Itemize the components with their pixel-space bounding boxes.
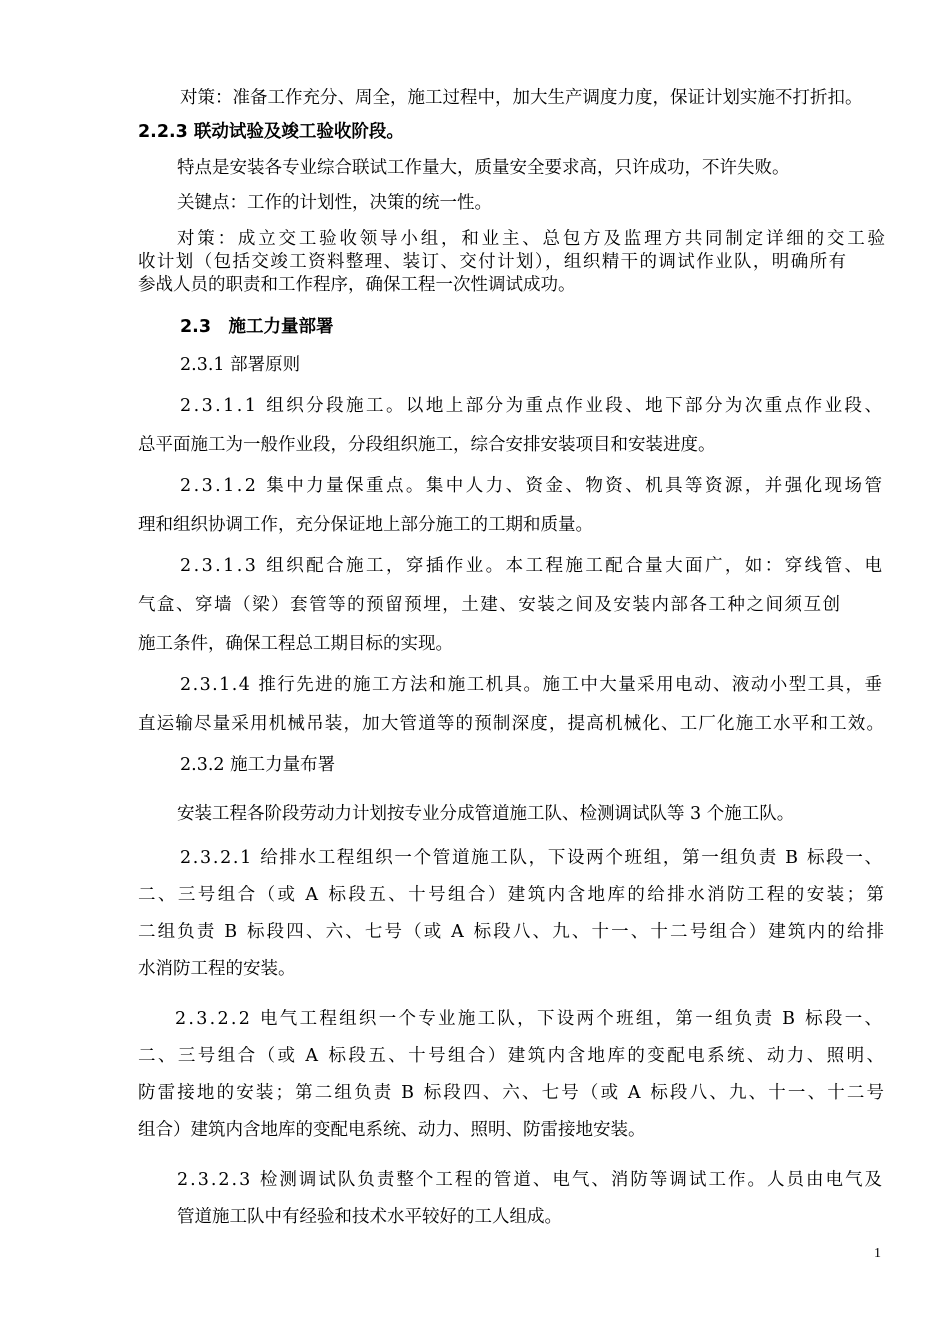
paragraph-p1-line-1: 对策：准备工作充分、周全，施工过程中，加大生产调度力度，保证计划实施不打折扣。: [180, 88, 863, 108]
heading-h23-line-1: 2.3 施工力量部署: [180, 317, 334, 337]
paragraph-p2321-line-2: 二、三号组合（或 A 标段五、十号组合）建筑内含地库的给排水消防工程的安装；第: [138, 885, 887, 905]
paragraph-p2314-line-2: 直运输尽量采用机械吊装，加大管道等的预制深度，提高机械化、工厂化施工水平和工效。: [138, 714, 886, 734]
paragraph-p2321-line-1: 2.3.2.1 给排水工程组织一个管道施工队，下设两个班组，第一组负责 B 标段一、: [180, 848, 884, 868]
paragraph-p2322-line-1: 2.3.2.2 电气工程组织一个专业施工队，下设两个班组，第一组负责 B 标段一、: [175, 1009, 885, 1029]
paragraph-p2-line-1: 特点是安装各专业综合联试工作量大，质量安全要求高，只许成功，不许失败。: [177, 158, 790, 178]
paragraph-p2313-line-3: 施工条件，确保工程总工期目标的实现。: [138, 634, 453, 654]
paragraph-p4-line-3: 参战人员的职责和工作程序，确保工程一次性调试成功。: [138, 275, 576, 295]
paragraph-p2322-line-4: 组合）建筑内含地库的变配电系统、动力、照明、防雷接地安装。: [138, 1120, 646, 1140]
paragraph-p2321-line-4: 水消防工程的安装。: [138, 959, 296, 979]
paragraph-p3-line-1: 关键点：工作的计划性，决策的统一性。: [177, 193, 492, 213]
paragraph-p2323-line-2: 管道施工队中有经验和技术水平较好的工人组成。: [177, 1207, 562, 1227]
heading-h223-line-1: 2.2.3 联动试验及竣工验收阶段。: [138, 122, 404, 142]
paragraph-p2312-line-1: 2.3.1.2 集中力量保重点。集中人力、资金、物资、机具等资源，并强化现场管: [180, 476, 885, 496]
paragraph-p2321-line-3: 二组负责 B 标段四、六、七号（或 A 标段八、九、十一、十二号组合）建筑内的给排: [138, 922, 887, 942]
paragraph-p4-line-2: 收计划（包括交竣工资料整理、装订、交付计划），组织精干的调试作业队，明确所有: [138, 252, 848, 272]
paragraph-p4-line-1: 对策：成立交工验收领导小组，和业主、总包方及监理方共同制定详细的交工验: [177, 229, 888, 249]
paragraph-p5-line-1: 安装工程各阶段劳动力计划按专业分成管道施工队、检测调试队等 3 个施工队。: [177, 804, 795, 824]
paragraph-p2311-line-2: 总平面施工为一般作业段，分段组织施工，综合安排安装项目和安装进度。: [138, 435, 716, 455]
paragraph-p2322-line-3: 防雷接地的安装；第二组负责 B 标段四、六、七号（或 A 标段八、九、十一、十二号: [138, 1083, 887, 1103]
page-number: 1: [874, 1246, 881, 1261]
paragraph-p2313-line-2: 气盒、穿墙（梁）套管等的预留预埋，土建、安装之间及安装内部各工种之间须互创: [138, 595, 842, 615]
heading-h232-line-1: 2.3.2 施工力量布署: [180, 755, 336, 775]
paragraph-p2312-line-2: 理和组织协调工作，充分保证地上部分施工的工期和质量。: [138, 515, 593, 535]
heading-h231-line-1: 2.3.1 部署原则: [180, 355, 301, 375]
paragraph-p2311-line-1: 2.3.1.1 组织分段施工。以地上部分为重点作业段、地下部分为次重点作业段、: [180, 396, 885, 416]
paragraph-p2323-line-1: 2.3.2.3 检测调试队负责整个工程的管道、电气、消防等调试工作。人员由电气及: [177, 1170, 884, 1190]
paragraph-p2313-line-1: 2.3.1.3 组织配合施工，穿插作业。本工程施工配合量大面广，如：穿线管、电: [180, 556, 885, 576]
paragraph-p2322-line-2: 二、三号组合（或 A 标段五、十号组合）建筑内含地库的变配电系统、动力、照明、: [138, 1046, 887, 1066]
paragraph-p2314-line-1: 2.3.1.4 推行先进的施工方法和施工机具。施工中大量采用电动、液动小型工具，垂: [180, 675, 884, 695]
